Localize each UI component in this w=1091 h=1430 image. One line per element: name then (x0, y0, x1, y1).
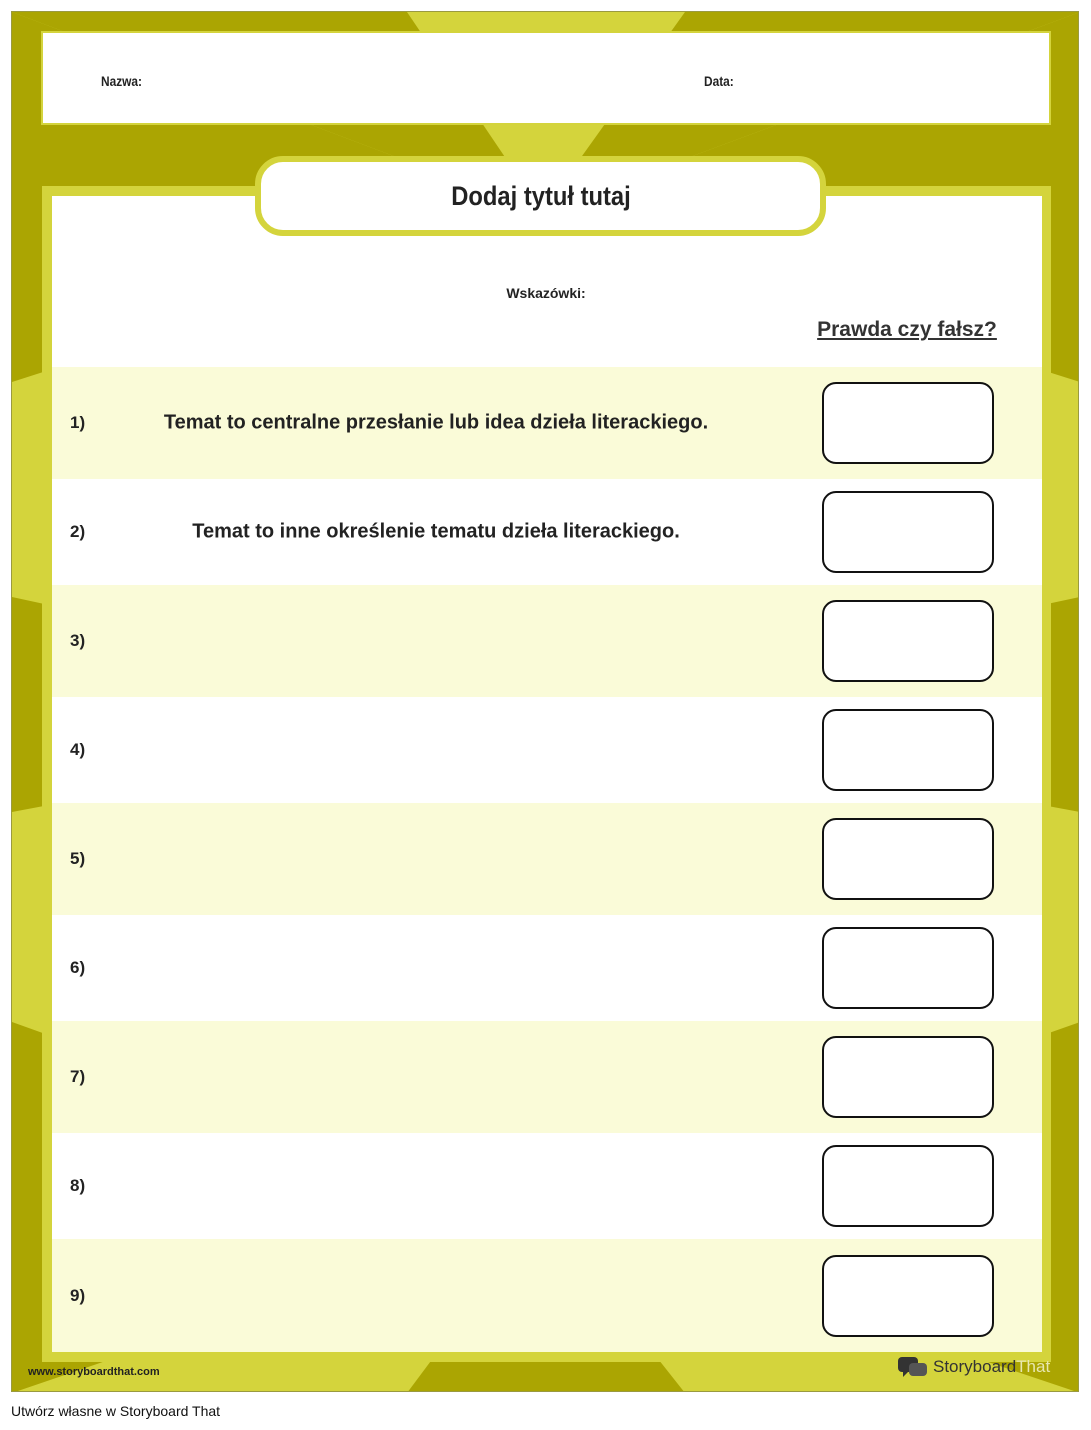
answer-box[interactable] (822, 1255, 994, 1337)
date-label: Data: (704, 73, 734, 89)
title-box[interactable] (255, 156, 826, 236)
row-number: 1) (70, 413, 86, 432)
instructions-label: Wskazówki: (506, 285, 586, 301)
row-number: 4) (70, 740, 86, 759)
row-number: 8) (70, 1176, 86, 1195)
row-number: 2) (70, 522, 86, 541)
row-number: 9) (70, 1285, 86, 1305)
row-number: 6) (70, 958, 86, 977)
table-row (52, 1239, 1042, 1352)
answer-box[interactable] (822, 818, 994, 900)
website-url[interactable]: www.storyboardthat.com (28, 1366, 160, 1378)
worksheet (11, 11, 1079, 1392)
row-number: 3) (70, 631, 86, 650)
page-title: Dodaj tytuł tutaj (450, 180, 631, 211)
answer-box[interactable] (822, 1145, 994, 1227)
storyboardthat-logo[interactable] (897, 1354, 1050, 1380)
answer-box[interactable] (822, 927, 994, 1009)
brand-name: StoryboardThat (933, 1357, 1051, 1376)
answer-box[interactable] (822, 709, 994, 791)
row-number: 7) (70, 1067, 86, 1086)
answer-box[interactable] (822, 1036, 994, 1118)
row-statement: Temat to inne określenie tematu dzieła literackiego. (192, 520, 680, 543)
name-date-box (41, 31, 1051, 125)
name-label: Nazwa: (101, 73, 142, 89)
table-row (52, 915, 1042, 1021)
table-row (52, 367, 1042, 479)
speech-bubbles-icon (897, 1355, 929, 1379)
table-row (52, 585, 1042, 697)
table-row (52, 697, 1042, 803)
row-number: 5) (70, 849, 86, 868)
table-row (52, 1133, 1042, 1239)
answer-box[interactable] (822, 491, 994, 573)
answer-box[interactable] (822, 600, 994, 682)
footer-credit[interactable]: Utwórz własne w Storyboard That (11, 1403, 221, 1419)
row-statement: Temat to centralne przesłanie lub idea dzieła literackiego. (163, 411, 709, 434)
answer-column-header: Prawda czy fałsz? (817, 318, 997, 341)
answer-box[interactable] (822, 382, 994, 464)
table-row (52, 803, 1042, 915)
table-row (52, 479, 1042, 585)
table-row (52, 1021, 1042, 1133)
